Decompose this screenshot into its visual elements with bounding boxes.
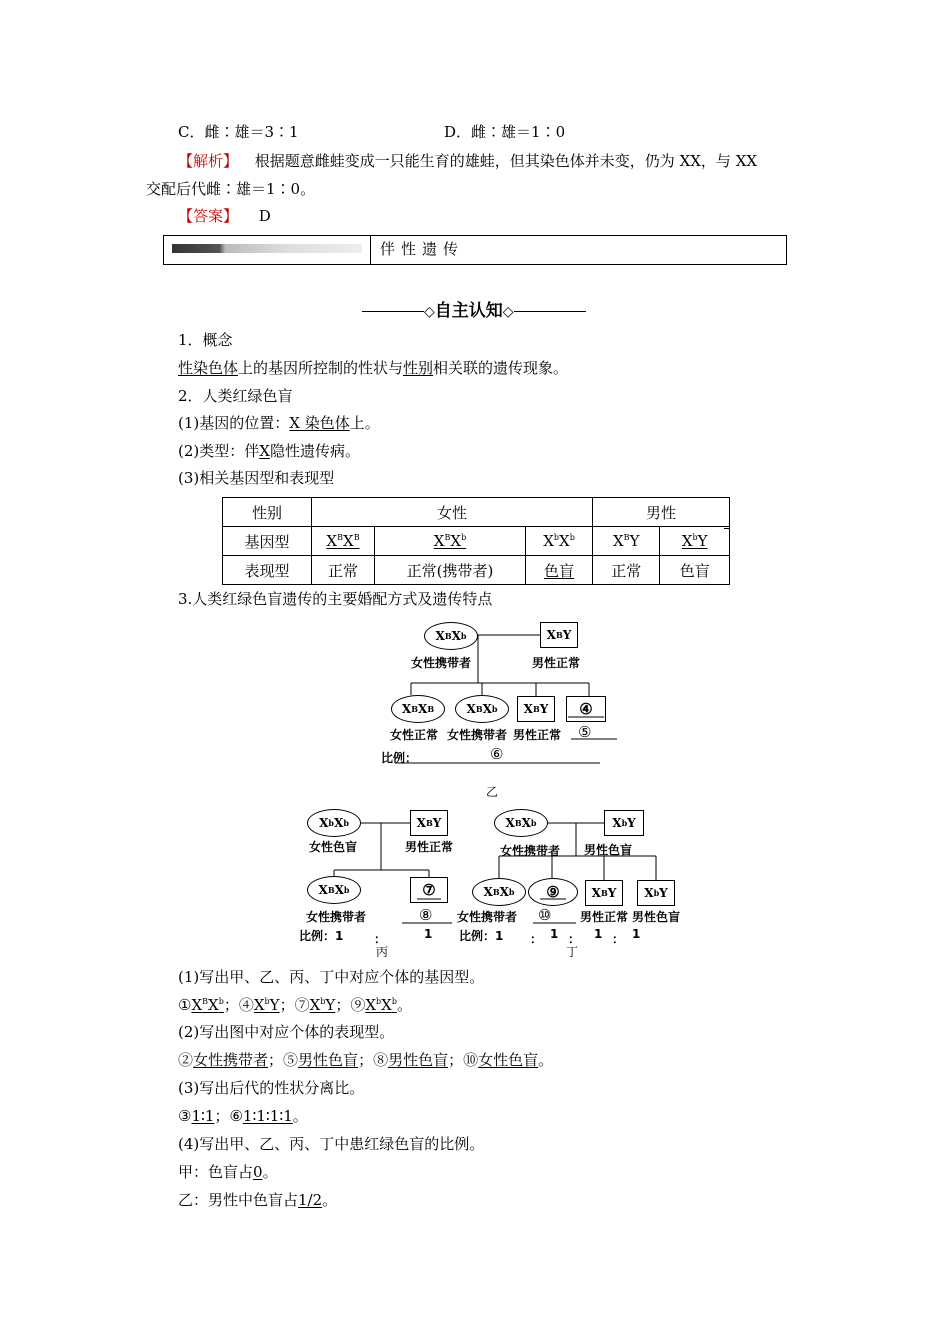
diamond-icon: ◇ bbox=[502, 304, 514, 320]
option-d: D．雌∶雄＝1∶0 bbox=[444, 123, 566, 141]
th-sex: 性别 bbox=[223, 498, 312, 527]
ding-father-caption: 男性色盲 bbox=[584, 843, 633, 857]
cell-carrier: 正常(携带者) bbox=[375, 556, 526, 585]
ding-child1-caption: 女性携带者 bbox=[457, 910, 518, 924]
analysis-line2: 交配后代雌∶雄＝1∶0。 bbox=[146, 180, 316, 198]
colorblind-item3: (3)相关基因型和表现型 bbox=[178, 469, 335, 487]
bing-ratio: 比例：1 bbox=[299, 929, 344, 943]
ding-father-node: X b Y bbox=[604, 810, 644, 836]
yi-label: 乙 bbox=[486, 785, 499, 799]
yi-father-node: X B Y bbox=[540, 622, 578, 648]
th-male: 男性 bbox=[593, 498, 730, 527]
bing-child1-caption: 女性携带者 bbox=[306, 910, 367, 924]
ding-child1-node: X B X b bbox=[472, 878, 526, 906]
yi-child3-caption: 男性正常 bbox=[513, 728, 562, 742]
ding-child4-node: X b Y bbox=[637, 880, 675, 906]
answer-value: D bbox=[258, 207, 271, 225]
yi-child2-caption: 女性携带者 bbox=[447, 728, 508, 742]
q4-jia: 甲：色盲占0。 bbox=[178, 1163, 278, 1181]
ding-blank10: ⑩ bbox=[538, 906, 552, 924]
q3-answers: ③1∶1；⑥1∶1∶1∶1。 bbox=[178, 1107, 308, 1125]
cell-normal-1: 正常 bbox=[312, 556, 375, 585]
option-c: C．雌∶雄＝3∶1 bbox=[178, 123, 299, 141]
cell-xbxb: $X^BX^B$ bbox=[312, 527, 375, 556]
cell-xby-normal: $X^BY$ bbox=[593, 527, 660, 556]
ding-one-1: 1 bbox=[550, 927, 559, 941]
ding-child4-caption: 男性色盲 bbox=[632, 910, 681, 924]
pedigree-heading: 3.人类红绿色盲遗传的主要婚配方式及遗传特点 bbox=[178, 590, 493, 608]
ding-mother-node: X B X b bbox=[494, 809, 548, 837]
bing-label: 丙 bbox=[376, 945, 389, 959]
q1: (1)写出甲、乙、丙、丁中对应个体的基因型。 bbox=[178, 968, 485, 986]
yi-blank6: ⑥ bbox=[490, 745, 504, 763]
ding-label: 丁 bbox=[566, 945, 579, 959]
q2: (2)写出图中对应个体的表现型。 bbox=[178, 1023, 395, 1041]
yi-mother-node: X B X b bbox=[424, 622, 478, 650]
bing-mother-caption: 女性色盲 bbox=[309, 840, 358, 854]
yi-child1-caption: 女性正常 bbox=[390, 728, 439, 742]
yi-father-caption: 男性正常 bbox=[532, 656, 581, 670]
cell-blind-2: 色盲 bbox=[660, 556, 730, 585]
bing-mother-node: X b X b bbox=[307, 809, 361, 837]
yi-blank4: ④ bbox=[566, 696, 606, 722]
q3: (3)写出后代的性状分离比。 bbox=[178, 1079, 365, 1097]
th-female: 女性 bbox=[312, 498, 593, 527]
answer-label: 【答案】 bbox=[178, 207, 239, 225]
colorblind-item1: (1)基因的位置：X 染色体上。 bbox=[178, 414, 380, 432]
q1-answers: $①X^BX^b$；$④X^bY$；$⑦X^bY$；$⑨X^bX^b$。 bbox=[178, 996, 412, 1014]
yi-child1-node: X B X B bbox=[391, 695, 445, 723]
yi-child3-node: X B Y bbox=[517, 696, 555, 722]
diamond-icon: ◇ bbox=[424, 304, 435, 320]
section-title: 伴性遗传 bbox=[380, 240, 465, 258]
colorblind-item2: (2)类型：伴X隐性遗传病。 bbox=[178, 442, 360, 460]
cell-xbxb-blind: $X^bX^b$ bbox=[526, 527, 593, 556]
yi-mother-caption: 女性携带者 bbox=[411, 656, 472, 670]
ding-colon-3: ： bbox=[612, 932, 625, 946]
ding-one-2: 1 bbox=[594, 927, 603, 941]
bing-child1-node: X B X b bbox=[307, 876, 361, 904]
self-study-title: 自主认知 bbox=[434, 301, 503, 321]
bing-father-node: X B Y bbox=[410, 810, 448, 836]
ding-colon-2: ： bbox=[568, 932, 581, 946]
ding-colon-1: ： bbox=[530, 932, 543, 946]
bing-ratio-one: 1 bbox=[424, 927, 433, 941]
yi-ratio-label: 比例： bbox=[381, 751, 418, 765]
row-genotype-label: 基因型 bbox=[223, 527, 312, 556]
analysis-label: 【解析】 bbox=[178, 152, 239, 170]
cell-xbxb-carrier: $X^BX^b$ bbox=[375, 527, 526, 556]
ding-mother-caption: 女性携带者 bbox=[500, 844, 561, 858]
bing-blank8: ⑧ bbox=[419, 906, 433, 924]
q4-yi: 乙：男性中色盲占1/2。 bbox=[178, 1191, 338, 1209]
cell-normal-2: 正常 bbox=[593, 556, 660, 585]
row-phenotype-label: 表现型 bbox=[223, 556, 312, 585]
concept-text: 性染色体上的基因所控制的性状与性别相关联的遗传现象。 bbox=[178, 359, 569, 377]
ding-blank9: ⑨ bbox=[528, 878, 578, 906]
cell-xby-blind: $X^bY$ bbox=[660, 527, 730, 556]
q4: (4)写出甲、乙、丙、丁中患红绿色盲的比例。 bbox=[178, 1135, 485, 1153]
ding-child3-node: X B Y bbox=[585, 880, 623, 906]
analysis-text-1: 根据题意雌蛙变成一只能生育的雄蛙，但其染色体并未变，仍为 XX，与 XX bbox=[254, 152, 758, 170]
ding-one-3: 1 bbox=[632, 927, 641, 941]
bing-blank7: ⑦ bbox=[410, 877, 448, 903]
yi-blank5: ⑤ bbox=[578, 723, 592, 741]
yi-child2-node: X B X b bbox=[455, 695, 509, 723]
cell-blind-1: 色盲 bbox=[526, 556, 593, 585]
bing-father-caption: 男性正常 bbox=[405, 840, 454, 854]
ding-ratio: 比例：1 bbox=[459, 929, 504, 943]
concept-heading: 1．概念 bbox=[178, 331, 233, 349]
bing-colon: ： bbox=[374, 932, 387, 946]
ding-child3-caption: 男性正常 bbox=[580, 910, 629, 924]
q2-answers: ②女性携带者；⑤男性色盲；⑧男性色盲；⑩女性色盲。 bbox=[178, 1051, 554, 1069]
colorblind-heading: 2．人类红绿色盲 bbox=[178, 387, 293, 405]
